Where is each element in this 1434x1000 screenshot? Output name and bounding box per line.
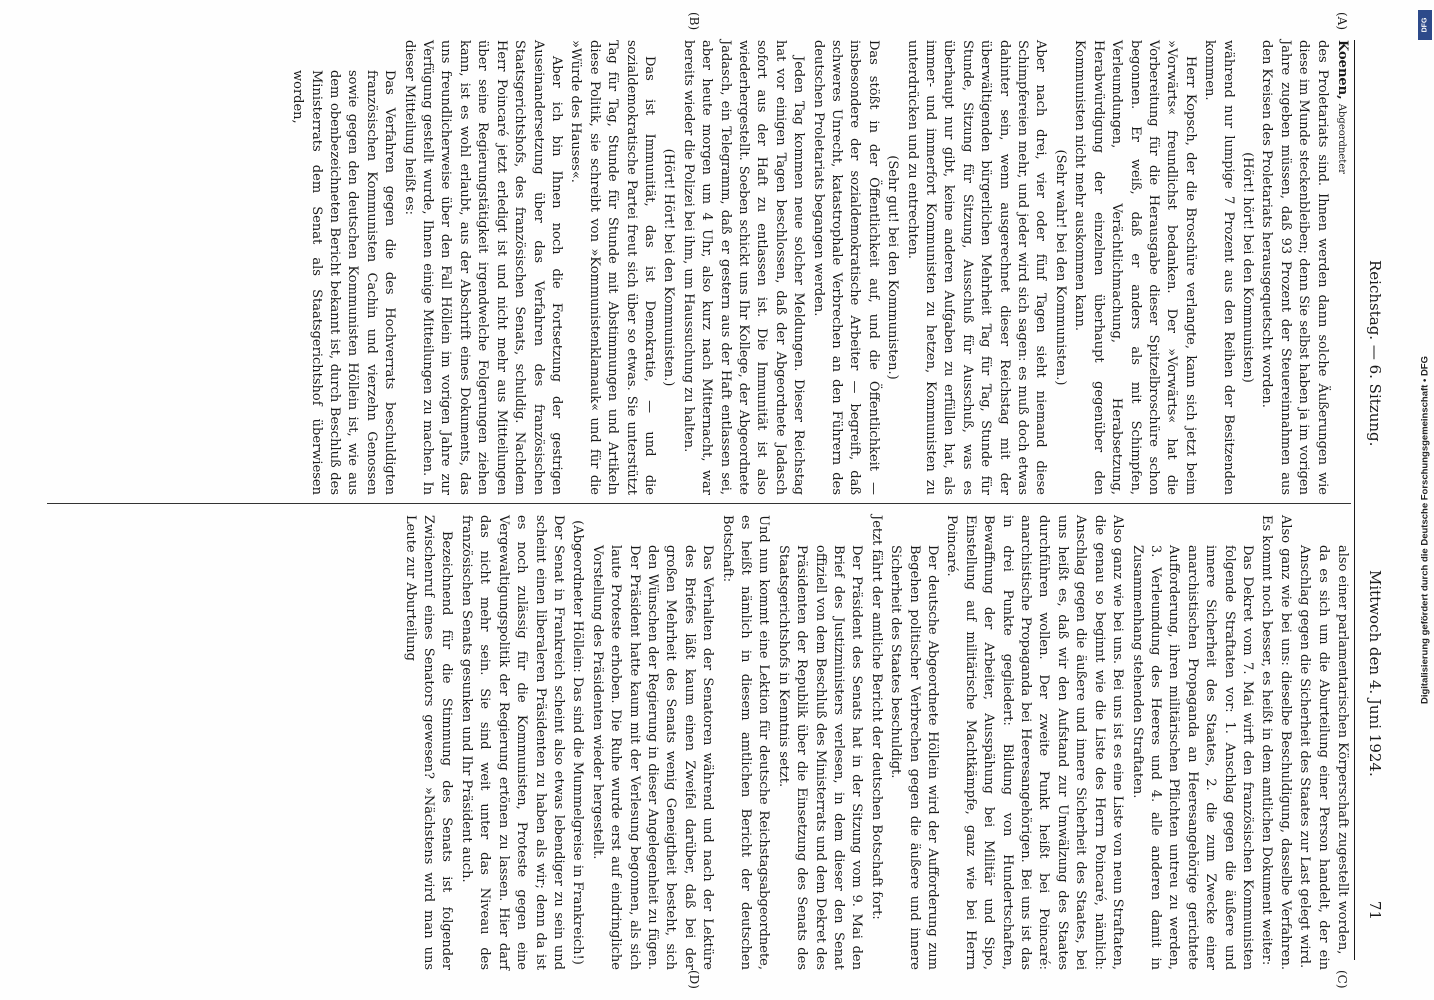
paragraph: Das stößt in der Öffentlichkeit auf, und die Öffentlichkeit — insbesondere der sozialdemokratische Arbeiter — begreift, daß schweres Unrecht, katastrophale Verbrechen an den Führern des deutschen Proletariats begangen werden. xyxy=(810,40,881,495)
speaker-line xyxy=(1332,40,1351,495)
speaker-role: Abgeordneter xyxy=(1336,103,1347,175)
margin-marker-c: (C) xyxy=(1335,970,1349,989)
paragraph: des Proletariats sind. Ihnen werden dann solche Äußerungen wie diese im Munde steckenbleiben; denn Sie selbst haben ja im vorigen Jahre zugeben müssen, daß 93 Prozent der Steuereinnahmen aus den Kreisen des Proletariats herausgequetscht worden. xyxy=(1259,40,1330,495)
column-divider xyxy=(47,503,1351,504)
quotation: Das Dekret vom 7. Mai wirft den französischen Kommunisten folgende Straftaten vor: 1. Anschlag gegen die äußere und innere Sicherheit des Staates, 2. die zum Zwecke einer anarchistischen Propaganda an Heeresangehörige gerichtete Aufforderung, ihren militärischen Pflichten untreu zu werden, 3. Verleumdung des Heeres und 4. alle anderen damit in Zusammenhang stehenden Straftaten. xyxy=(1129,545,1255,970)
paragraph: Herr Kopsch, der die Broschüre verlangte, kann sich jetzt beim »Vorwärts« freundlichst bedanken. Der »Vorwärts« hat die Vorbereitung für die Herausgabe dieser Spitzelbroschüre schon begonnen. Er weiß, daß er anders als mit Schimpfen, Verleumdungen, Verächtlichmachung, Herabsetzung, Herabwürdigung der einzelnen überhaupt gegenüber den Kommunisten nicht mehr auskommen kann. xyxy=(1072,40,1198,495)
right-column xyxy=(47,515,1351,970)
credit-text: Digitalisierung gefördert durch die Deutsche Forschungsgemeinschaft • DFG xyxy=(1419,355,1431,705)
margin-marker-d: (D) xyxy=(687,970,701,989)
interjection: (Abgeordneter Höllein: Das sind die Mummelgreise in Frankreich!) xyxy=(570,520,586,965)
interjection: (Sehr wahr! bei den Kommunisten.) xyxy=(1052,149,1068,386)
quotation: also einer parlamentarischen Körperschaft zugestellt worden, xyxy=(1335,545,1350,955)
paragraph: Also ganz wie bei uns. Bei uns ist es eine Liste von neun Straftaten, die genau so beginnt wie die Liste des Herrn Poincaré, nämlich: Anschlag gegen die äußere und innere Sicherheit des Staates, bei uns heißt es, daß wir den Aufstand zur Umwälzung des Staates durchführen wollen. Der zweite Punkt heißt bei Poincaré: anarchistische Propaganda bei Heeresangehörigen. Bei uns ist das in drei Punkte gegliedert: Bildung von Hundertschaften, Bewaffnung der Arbeiter, Ausspähung bei Militär und Sipo, Einstellung auf militärische Machtkämpfe, ganz wie bei Herrn Poincaré. xyxy=(944,515,1126,970)
text-columns xyxy=(47,12,1351,989)
interjection: (Hört! hört! bei den Kommunisten) xyxy=(1239,152,1255,383)
quotation: Das Verhalten der Senatoren während und nach der Lektüre des Briefes läßt kaum einen Zweifel darüber, daß bei der großen Mehrheit des Senats wenig Geneigtheit besteht, sich den Wünschen der Regierung in dieser Angelegenheit zu fügen. Der Präsident hatte kaum mit der Verlesung begonnen, als sich laute Proteste erhoben. Die Ruhe wurde erst auf eindringliche Vorstellung des Präsidenten wieder hergestellt. xyxy=(589,545,716,970)
quotation: Der deutsche Abgeordnete Höllein wird der Aufforderung zum Begehen politischer Verbrechen gegen die äußere und innere Sicherheit des Staates beschuldigt. xyxy=(888,545,941,970)
newspaper-page xyxy=(27,0,1407,1000)
margin-marker-a: (A) xyxy=(1335,12,1349,31)
margin-marker-b: (B) xyxy=(687,12,701,31)
quotation: da es sich um die Aburteilung einer Person handelt, der ein Anschlag gegen die Sicherheit des Staates zur Last gelegt wird. xyxy=(1297,545,1331,970)
paragraph: Und nun kommt eine Lektion für deutsche Reichstagsabgeordnete, es heißt nämlich in diesem amtlichen Bericht der deutschen Botschaft: xyxy=(719,515,772,970)
paragraph: Der Senat in Frankreich scheint also etwas lebendiger zu sein und scheint einen liberaleren Präsidenten zu haben als wir; denn da ist es noch zulässig für die Kommunisten, Proteste gegen eine Vergewaltigungspolitik der Regierung ertönen zu lassen. Hier darf das nicht mehr sein. Sie sind weit unter das Niveau des französischen Senats gesunken und Ihr Präsident auch. xyxy=(458,515,566,970)
header-session: Reichstag. — 6. Sitzung. xyxy=(1366,260,1384,447)
paragraph: während nur lumpige 7 Prozent aus den Reihen der Besitzenden kommen. xyxy=(1202,40,1236,495)
paragraph: Also ganz wie bei uns: dieselbe Beschuldigung, dasselbe Verfahren. Es kommt noch besser, es heißt in dem amtlichen Dokument weiter: xyxy=(1259,515,1293,970)
dfg-logo: DFG xyxy=(1418,10,1432,40)
paragraph: Bezeichnend für die Stimmung des Senats ist folgender Zwischenruf eines Senators gewesen? »Nächstens wird man uns Leute zur Aburteilung xyxy=(402,515,455,970)
interjection: (Sehr gut! bei den Kommunisten.) xyxy=(885,155,901,380)
page-header xyxy=(1354,40,1389,960)
paragraph: Aber nach drei, vier oder fünf Tagen sieht niemand diese Schimpfereien mehr, und jeder wird sich sagen: es muß doch etwas dahinter sein, wenn ausgerechnet dieser Reichstag mit der überwältigenden bürgerlichen Mehrheit Tag für Tag, Stunde für Stunde, Sitzung für Sitzung, Ausschuß für Ausschuß, was es überhaupt nur gibt, keine anderen Aufgaben zu erfüllen hat, als immer- und immerfort Kommunisten zu hetzen, Kommunisten zu unterdrücken und zu entrechten. xyxy=(904,40,1049,495)
header-date: Mittwoch den 4. Juni 1924. xyxy=(1366,570,1384,777)
paragraph: Jeden Tag kommen neue solcher Meldungen. Dieser Reichstag hat vor einigen Tagen beschlossen, daß der Abgeordnete Jadasch sofort aus der Haft zu entlassen ist. Die Immunität ist also wiederhergestellt. Soeben schickt uns Ihr Kollege, der Abgeordnete Jadasch, ein Telegramm, daß er gestern aus der Haft entlassen sei, aber heute morgen um 4 Uhr, also kurz nach Mitternacht, war bereits wieder die Polizei bei ihm, um Haussuchung zu halten. xyxy=(680,40,807,495)
paragraph: Jetzt fährt der amtliche Bericht der deutschen Botschaft fort: xyxy=(868,515,884,920)
quotation: Das Verfahren gegen die des Hochverrats beschuldigten französischen Kommunisten Cachin und vierzehn Genossen sowie gegen den deutschen Kommunisten Höllein ist, wie aus dem obenbezeichneten Bericht bekannt ist, durch Beschluß des Ministerrats dem Senat als Staatsgerichtshof überwiesen worden, xyxy=(290,70,398,495)
left-column xyxy=(47,40,1351,495)
digitization-credit xyxy=(1418,10,1432,990)
paragraph: Das ist Immunität, das ist Demokratie, — und die sozialdemokratische Partei freut sich über so etwas. Sie unterstützt Tag für Tag, Stunde für Stunde mit Abstimmungen und Artikeln diese Politik, sie schreibt von »Kommunistenklamauk« und für die »Würde des Hauses«. xyxy=(568,40,657,495)
quotation: Der Präsident des Senats hat in der Sitzung vom 9. Mai den Brief des Justizministers verlesen, in dem dieser den Senat offiziell von dem Beschluß des Ministerrats und dem Dekret des Präsidenten der Republik über die Einsetzung des Senats des Staatsgerichtshofs in Kenntnis setzt. xyxy=(775,545,865,970)
speaker-name: Koenen, xyxy=(1335,40,1350,100)
interjection: (Hört! Hört! bei den Kommunisten.) xyxy=(661,148,677,387)
page-number: 71 xyxy=(1366,900,1384,920)
paragraph: Aber ich bin Ihnen noch die Fortsetzung der gestrigen Auseinandersetzung über das Verfahren des französischen Staatsgerichtshofs, des französischen Senats, schuldig. Nachdem Herr Poincaré jetzt erledigt ist und nicht mehr aus Mitteilungen über seine Regierungstätigkeit irgendwelche Folgerungen ziehen kann, ist es wohl erlaubt, aus der Abschrift eines Dokuments, das uns freundlicherweise über den Fall Höllein im vorigen Jahre zur Verfügung gestellt wurde, Ihnen einige Mitteilungen zu machen. In dieser Mitteilung heißt es: xyxy=(401,40,564,495)
